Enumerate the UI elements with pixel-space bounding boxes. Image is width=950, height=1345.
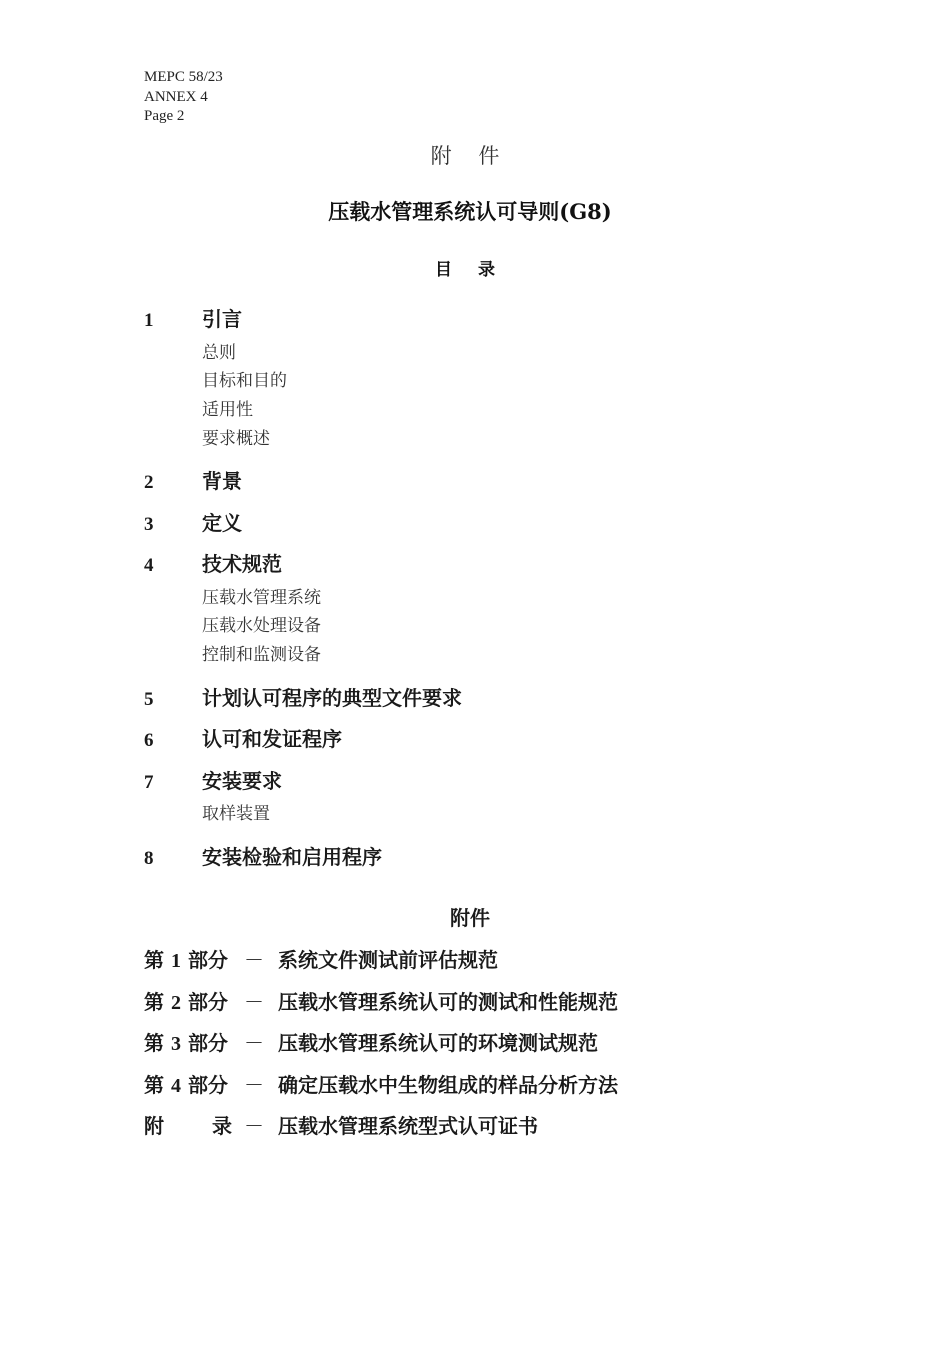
toc-subsection: 目标和目的	[202, 371, 287, 392]
part-dash: －	[244, 948, 264, 972]
toc-section-number: 5	[144, 688, 154, 710]
part-suffix: 部分	[187, 1031, 228, 1055]
appendix-part-label	[144, 944, 244, 973]
appendix-part-row	[144, 1027, 618, 1069]
toc-section	[144, 841, 864, 883]
toc-section-number: 3	[144, 513, 154, 535]
toc-section-number: 4	[144, 555, 154, 577]
part-title: 压载水管理系统认可的测试和性能规范	[278, 989, 618, 1014]
appendix-record-label	[144, 1110, 232, 1139]
document-title: 压载水管理系统认可导则(G8)	[328, 199, 612, 224]
toc-section-title: 安装检验和启用程序	[202, 845, 382, 869]
part-prefix: 第	[144, 1072, 164, 1097]
toc-section	[144, 723, 864, 765]
appendix-part-row	[144, 986, 618, 1028]
part-dash: －	[244, 1072, 264, 1097]
toc-section-number: 6	[144, 730, 154, 752]
toc-subsection: 适用性	[202, 399, 253, 420]
toc-section-title: 定义	[202, 510, 242, 535]
appendix-parts-list	[144, 944, 618, 1152]
record-title: 压载水管理系统型式认可证书	[278, 1114, 538, 1138]
toc-section-title: 计划认可程序的典型文件要求	[202, 685, 462, 710]
toc-subsection: 要求概述	[202, 428, 270, 449]
part-suffix: 部分	[187, 989, 228, 1014]
toc-section-number: 1	[144, 310, 154, 331]
toc-section-title: 背景	[202, 469, 242, 494]
annex-title: 附 件	[430, 144, 510, 168]
appendix-part-row	[144, 944, 618, 986]
annex-reference: ANNEX 4	[144, 88, 208, 105]
toc-subsection-list	[144, 800, 864, 829]
part-suffix: 部分	[187, 1072, 228, 1097]
part-title: 压载水管理系统认可的环境测试规范	[278, 1031, 598, 1055]
doc-reference: MEPC 58/23	[144, 69, 223, 85]
part-number: 2	[170, 991, 181, 1014]
toc-section	[144, 507, 864, 549]
part-title: 确定压载水中生物组成的样品分析方法	[278, 1072, 618, 1097]
appendix-heading: 附件	[450, 906, 490, 930]
appendix-part-label	[144, 986, 244, 1015]
record-label-right: 录	[212, 1114, 232, 1138]
part-prefix: 第	[144, 989, 164, 1014]
record-dash: －	[244, 1114, 264, 1138]
part-dash: －	[244, 1031, 264, 1055]
part-prefix: 第	[144, 1031, 164, 1055]
part-number: 3	[170, 1033, 181, 1055]
appendix-part-label	[144, 1027, 244, 1056]
appendix-part-label	[144, 1069, 244, 1098]
toc-section-number: 7	[144, 771, 154, 793]
toc-section-title: 安装要求	[202, 768, 282, 793]
toc-subsection: 压载水处理设备	[202, 616, 321, 637]
part-suffix: 部分	[187, 948, 228, 972]
toc-section-number: 8	[144, 848, 154, 869]
toc-title: 目 录	[435, 260, 505, 280]
page-number: Page 2	[144, 108, 185, 124]
toc-subsection: 压载水管理系统	[202, 587, 321, 608]
toc-section	[144, 465, 864, 507]
part-prefix: 第	[144, 948, 164, 972]
appendix-part-row	[144, 1069, 618, 1111]
toc-section-title: 认可和发证程序	[202, 727, 342, 752]
toc-section-number: 2	[144, 472, 154, 494]
toc-subsection: 取样装置	[202, 804, 270, 825]
part-number: 4	[170, 1074, 181, 1097]
part-title: 系统文件测试前评估规范	[278, 948, 498, 972]
toc-section-title: 技术规范	[202, 552, 282, 577]
toc-subsection-list	[144, 584, 864, 670]
toc-subsection: 控制和监测设备	[202, 645, 321, 666]
toc-subsection: 总则	[202, 342, 236, 363]
part-dash: －	[244, 989, 264, 1014]
record-label-left: 附	[144, 1114, 164, 1138]
page-header	[144, 68, 223, 127]
toc-subsection-list	[144, 339, 864, 454]
table-of-contents	[144, 303, 864, 883]
toc-section	[144, 682, 864, 724]
toc-section-title: 引言	[202, 307, 242, 331]
part-number: 1	[170, 950, 181, 972]
appendix-record-row	[144, 1110, 618, 1152]
